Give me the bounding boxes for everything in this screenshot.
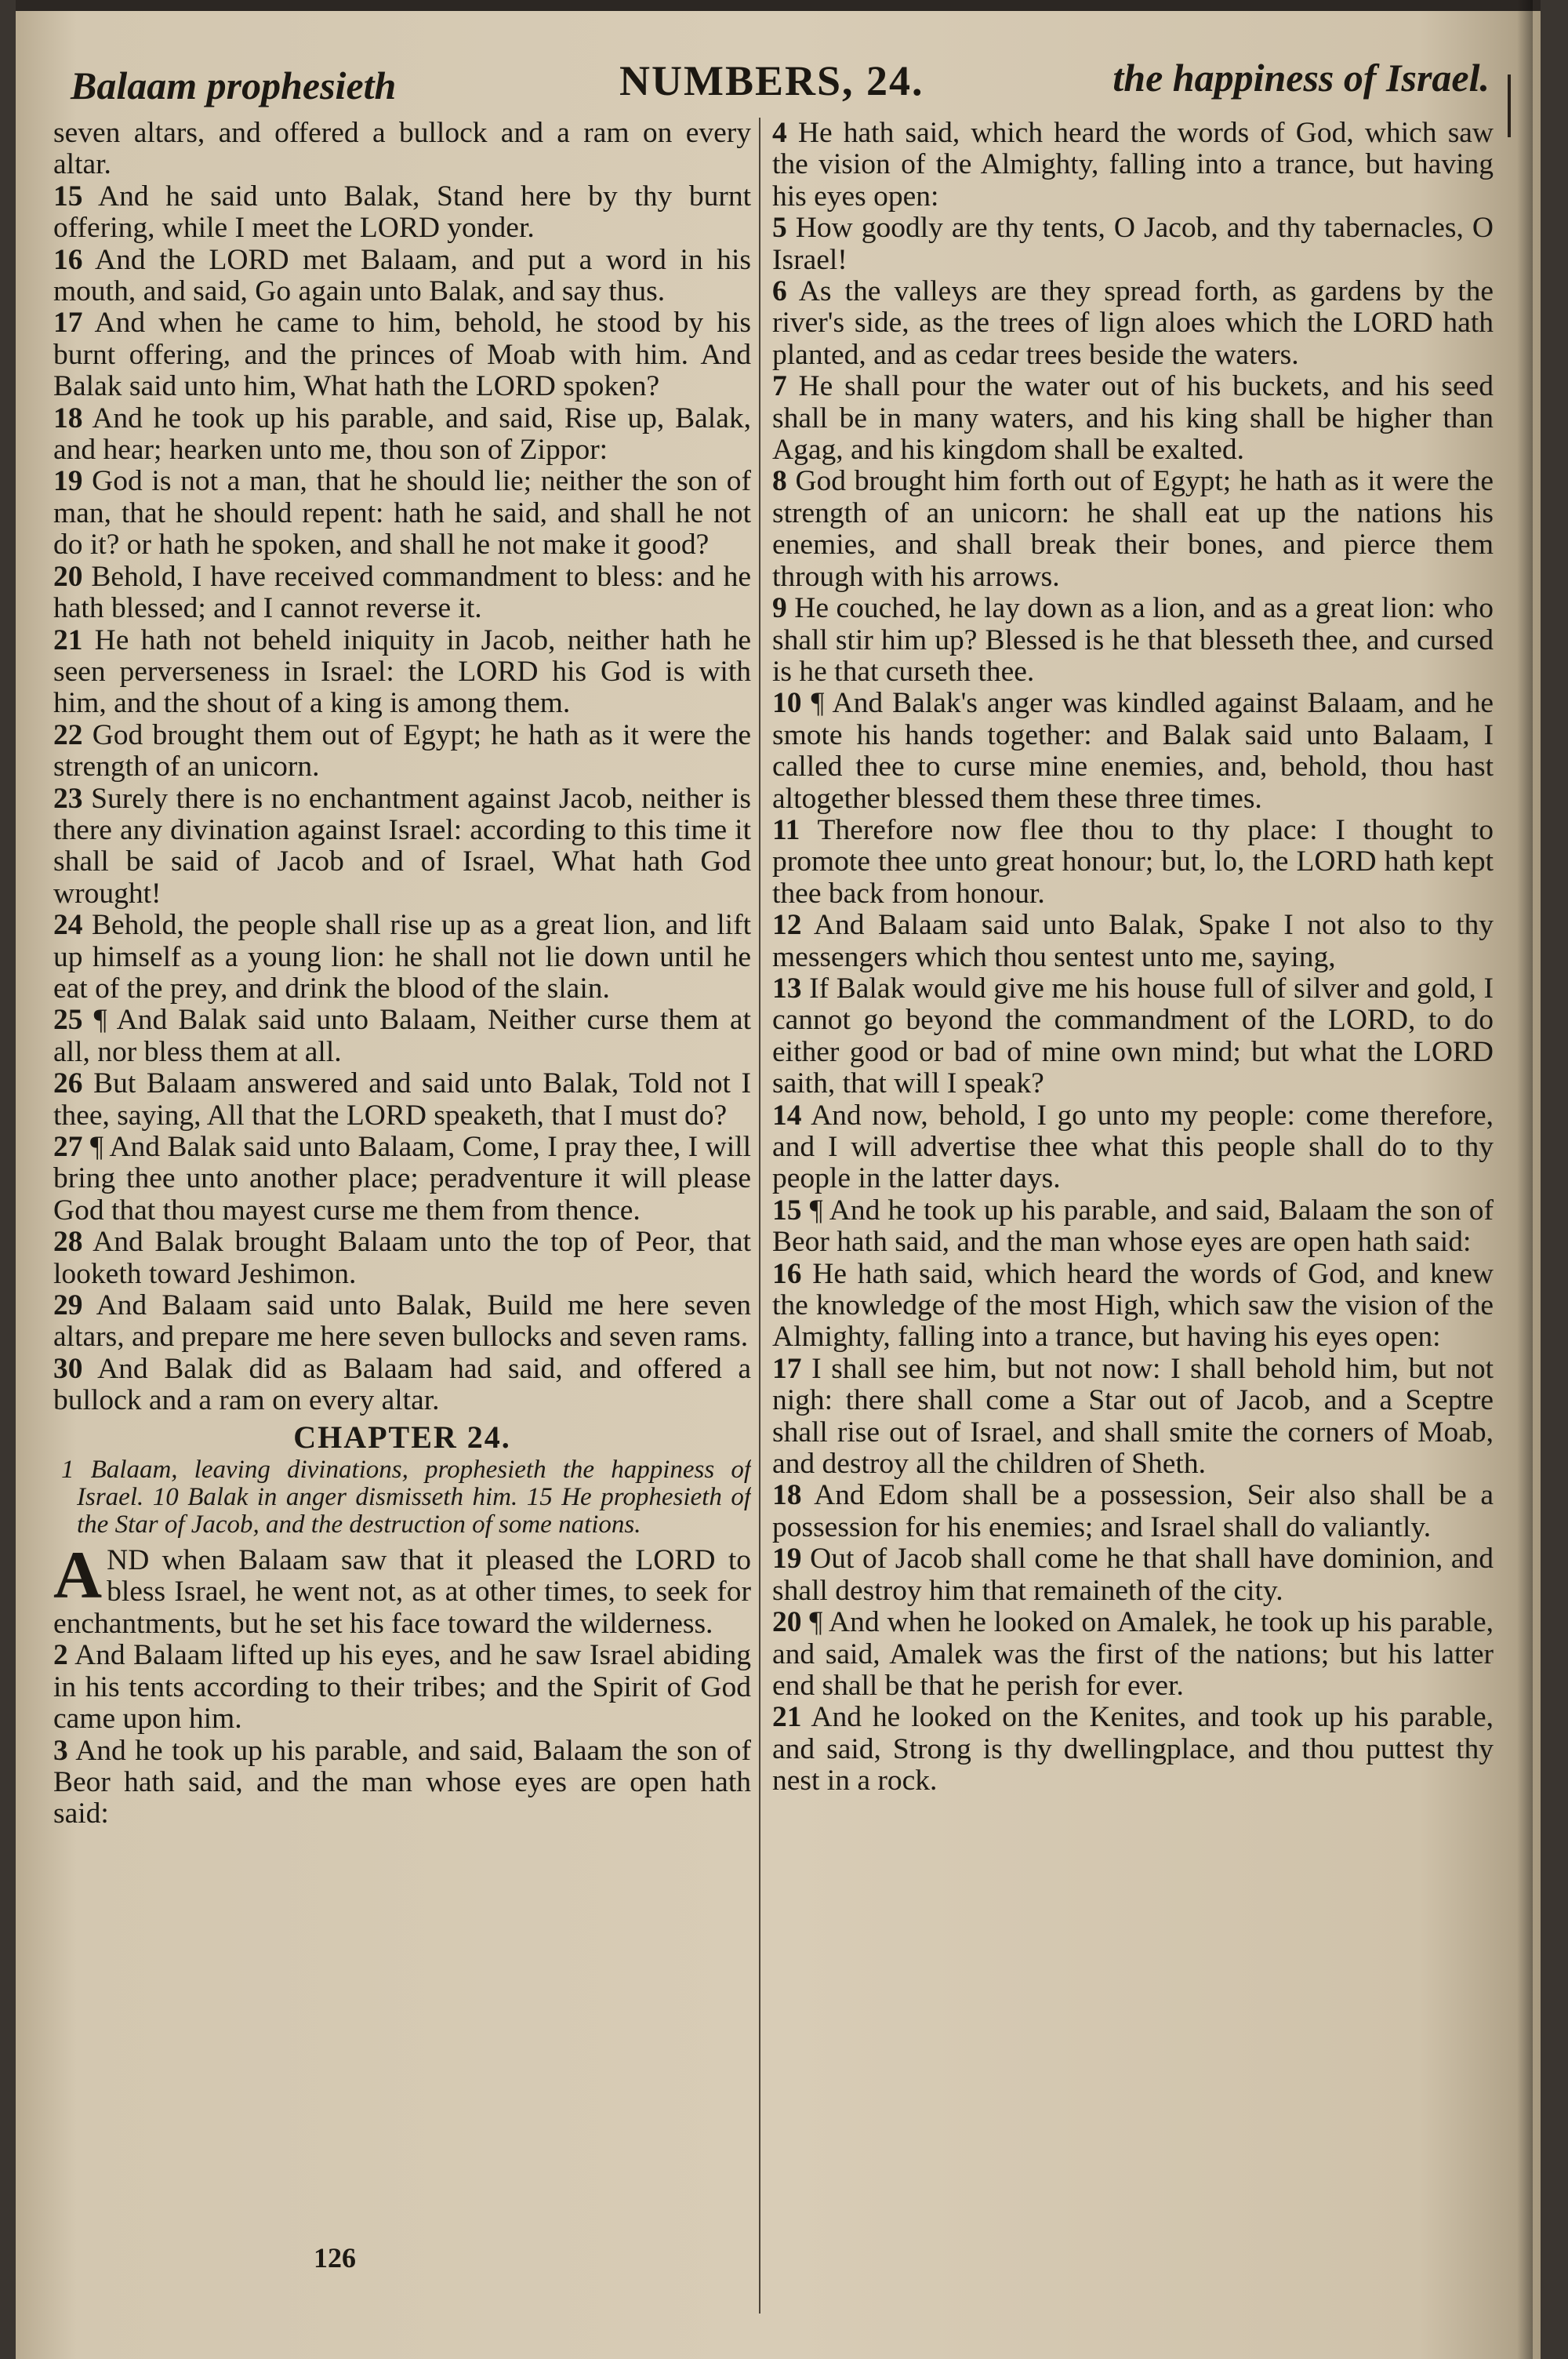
verse-number: 12 — [772, 909, 802, 942]
verse-number: 17 — [53, 307, 83, 340]
first-verse-text: ND when Balaam saw that it pleased the LORD to bless Israel, he went not, as at other times, to seek for enchantments, but he set his face toward the wilderness. — [53, 1544, 751, 1640]
header-left: Balaam prophesieth — [71, 64, 397, 107]
verse-text: Surely there is no enchantment against Jacob, neither is there any divination against Israel: according to this time it shall be said of Jacob and of Israel, What hath God wrought! — [53, 782, 751, 910]
verse — [53, 1132, 751, 1227]
verse — [53, 118, 751, 181]
verse-text: God brought them out of Egypt; he hath as it were the strength of an unicorn. — [53, 718, 751, 783]
verse-number: 22 — [53, 718, 83, 751]
header-right: the happiness of Israel. — [1112, 56, 1490, 100]
verse-number: 28 — [53, 1226, 83, 1259]
verse — [772, 276, 1494, 371]
verse-text: God is not a man, that he should lie; neither the son of man, that he should repent: hath he said, and shall he not do it? or hath he spoken, and shall he not make it good? — [53, 465, 751, 562]
verse-number: 18 — [53, 402, 83, 434]
verse — [772, 1259, 1494, 1354]
verse-number: 26 — [53, 1067, 83, 1100]
verse-text: And Balaam said unto Balak, Build me here seven altars, and prepare me here seven bullocks and seven rams. — [53, 1289, 751, 1354]
right-verse-list — [772, 118, 1494, 1797]
verse-number: 4 — [772, 118, 787, 149]
verse-text: He shall pour the water out of his buckets, and his seed shall be in many waters, and his king shall be higher than Agag, and his kingdom shall be exalted. — [772, 370, 1494, 467]
left-column — [53, 118, 751, 2266]
verse — [53, 1354, 751, 1417]
verse-number: 20 — [772, 1606, 802, 1639]
verse-number: 3 — [53, 1734, 68, 1767]
verse-text: And Balaam lifted up his eyes, and he saw Israel abiding in his tents according to their tribes; and the Spirit of God came upon him. — [53, 1639, 751, 1736]
verse-number: 15 — [53, 180, 83, 213]
verse — [772, 688, 1494, 815]
verse-text: ¶ And he took up his parable, and said, Balaam the son of Beor hath said, and the man whose eyes are open hath said: — [772, 1194, 1494, 1259]
chapter-first-verse — [53, 1537, 751, 1640]
verse-text: And Edom shall be a possession, Seir also shall be a possession for his enemies; and Israel shall do valiantly. — [772, 1479, 1494, 1543]
verse-text: He hath said, which heard the words of God, which saw the vision of the Almighty, falling into a trance, but having his eyes open: — [772, 118, 1494, 213]
verse-text: Therefore now flee thou to thy place: I thought to promote thee unto great honour; but, lo, the LORD hath kept thee back from honour. — [772, 813, 1494, 910]
chapter-summary: 1 Balaam, leaving divinations, prophesieth the happiness of Israel. 10 Balak in anger dismisseth him. 15 He prophesieth of the Star of Jacob, and the destruction of some nations. — [61, 1456, 751, 1539]
verse — [53, 720, 751, 783]
verse — [772, 1100, 1494, 1195]
verse-text: As the valleys are they spread forth, as gardens by the river's side, as the trees of lign aloes which the LORD hath planted, and as cedar trees beside the waters. — [772, 275, 1494, 371]
verse — [53, 1005, 751, 1068]
verse-text: And Balak brought Balaam unto the top of Peor, that looketh toward Jeshimon. — [53, 1226, 751, 1290]
verse-number: 30 — [53, 1352, 83, 1385]
verse — [53, 783, 751, 911]
verse-text: And now, behold, I go unto my people: come therefore, and I will advertise thee what this people shall do to thy people in the latter days. — [772, 1099, 1494, 1195]
ribbon-marker — [1508, 75, 1511, 137]
verse-number: 25 — [53, 1004, 83, 1037]
verse-number: 13 — [772, 972, 802, 1005]
verse-number: 27 — [53, 1131, 83, 1163]
running-header — [47, 31, 1490, 118]
verse-number: 11 — [772, 813, 800, 846]
verse — [53, 910, 751, 1005]
verse-number: 21 — [772, 1701, 802, 1734]
verse — [772, 1195, 1494, 1259]
header-center: NUMBERS, 24. — [619, 57, 924, 104]
verse-text: God brought him forth out of Egypt; he hath as it were the strength of an unicorn: he shall eat up the nations his enemies, and shall break their bones, and pierce them through with his arrows. — [772, 465, 1494, 593]
verse — [53, 625, 751, 720]
verse-text: And he looked on the Kenites, and took up his parable, and said, Strong is thy dwellingplace, and thou puttest thy nest in a rock. — [772, 1701, 1494, 1797]
left-verse-list-after — [53, 1640, 751, 1830]
verse — [772, 1702, 1494, 1797]
verse-number: 18 — [772, 1479, 802, 1512]
verse-number: 16 — [53, 243, 83, 276]
verse — [53, 403, 751, 467]
bible-page — [16, 0, 1541, 2359]
verse-text: ¶ And Balak's anger was kindled against Balaam, and he smote his hands together: and Balak said unto Balaam, I called thee to curse mine enemies, and, behold, thou hast altogether blessed them these three times. — [772, 687, 1494, 815]
verse-text: seven altars, and offered a bullock and a ram on every altar. — [53, 118, 751, 181]
verse-number: 21 — [53, 623, 83, 656]
verse-text: But Balaam answered and said unto Balak, Told not I thee, saying, All that the LORD speaketh, that I must do? — [53, 1067, 751, 1132]
verse — [53, 1068, 751, 1132]
verse-number: 20 — [53, 560, 83, 593]
chapter-title: CHAPTER 24. — [293, 1419, 511, 1455]
verse-text: How goodly are thy tents, O Jacob, and thy tabernacles, O Israel! — [772, 212, 1494, 276]
verse — [772, 593, 1494, 688]
verse — [53, 1227, 751, 1290]
verse-text: He couched, he lay down as a lion, and as a great lion: who shall stir him up? Blessed is he that blesseth thee, and cursed is he that curseth thee. — [772, 592, 1494, 688]
verse — [772, 1354, 1494, 1481]
verse-text: He hath said, which heard the words of God, and knew the knowledge of the most High, which saw the vision of the Almighty, falling into a trance, but having his eyes open: — [772, 1257, 1494, 1354]
verse-text: Behold, the people shall rise up as a great lion, and lift up himself as a young lion: he shall not lie down until he eat of the prey, and drink the blood of the slain. — [53, 909, 751, 1005]
page-spine-shadow — [1517, 0, 1533, 2359]
verse-number: 29 — [53, 1289, 83, 1322]
left-verse-list — [53, 118, 751, 1417]
verse — [772, 466, 1494, 593]
verse-text: If Balak would give me his house full of silver and gold, I cannot go beyond the commandment of the LORD, to do either good or bad of mine own mind; but what the LORD saith, that will I speak? — [772, 972, 1494, 1100]
verse-number: 16 — [772, 1257, 802, 1290]
verse-number: 7 — [772, 370, 787, 403]
verse — [772, 973, 1494, 1100]
verse-text: And Balaam said unto Balak, Spake I not also to thy messengers which thou sentest unto me, saying, — [772, 909, 1494, 973]
verse-text: And the LORD met Balaam, and put a word in his mouth, and said, Go again unto Balak, and say thus. — [53, 243, 751, 308]
verse — [772, 815, 1494, 910]
page-top-edge — [16, 0, 1541, 11]
verse-text: ¶ And Balak said unto Balaam, Neither curse them at all, nor bless them at all. — [53, 1004, 751, 1068]
verse-number: 6 — [772, 275, 787, 308]
verse — [53, 1736, 751, 1830]
verse — [772, 118, 1494, 213]
column-rule — [759, 118, 760, 2314]
verse-number: 19 — [53, 465, 83, 498]
verse — [53, 1640, 751, 1735]
verse-number: 19 — [772, 1543, 802, 1576]
verse-number: 2 — [53, 1639, 68, 1672]
verse-text: And he took up his parable, and said, Balaam the son of Beor hath said, and the man whose eyes are open hath said: — [53, 1734, 751, 1830]
page-number: 126 — [314, 2242, 356, 2274]
verse-number: 5 — [772, 212, 787, 245]
verse-text: And he took up his parable, and said, Rise up, Balak, and hear; hearken unto me, thou son of Zippor: — [53, 402, 751, 467]
verse-number: 10 — [772, 687, 802, 720]
verse-number: 9 — [772, 592, 787, 625]
verse-text: And when he came to him, behold, he stood by his burnt offering, and the princes of Moab with him. And Balak said unto him, What hath the LORD spoken? — [53, 307, 751, 403]
drop-cap: A — [53, 1537, 103, 1613]
verse — [53, 562, 751, 625]
verse — [53, 307, 751, 402]
verse — [772, 213, 1494, 276]
verse-number: 14 — [772, 1099, 802, 1132]
verse-text: I shall see him, but not now: I shall behold him, but not nigh: there shall come a Star out of Jacob, and a Sceptre shall rise out of Israel, and shall smite the corners of Moab, and destroy all the children of Sheth. — [772, 1352, 1494, 1481]
verse-text: ¶ And when he looked on Amalek, he took up his parable, and said, Amalek was the first of the nations; but his latter end shall be that he perish for ever. — [772, 1606, 1494, 1702]
verse-number: 15 — [772, 1194, 802, 1227]
verse-number: 23 — [53, 782, 83, 815]
verse-text: And he said unto Balak, Stand here by thy burnt offering, while I meet the LORD yonder. — [53, 180, 751, 245]
verse — [772, 1607, 1494, 1702]
verse — [53, 181, 751, 245]
verse-number: 24 — [53, 909, 83, 942]
verse — [772, 371, 1494, 466]
right-column — [772, 118, 1494, 2266]
verse — [53, 466, 751, 561]
verse — [772, 1480, 1494, 1543]
verse — [53, 245, 751, 308]
verse-text: He hath not beheld iniquity in Jacob, neither hath he seen perverseness in Israel: the LORD his God is with him, and the shout of a king is among them. — [53, 623, 751, 720]
verse-text: Out of Jacob shall come he that shall have dominion, and shall destroy him that remaineth of the city. — [772, 1543, 1494, 1607]
verse-number: 8 — [772, 465, 787, 498]
verse — [772, 1543, 1494, 1607]
verse-number: 17 — [772, 1352, 802, 1385]
verse — [53, 1290, 751, 1354]
verse-text: ¶ And Balak said unto Balaam, Come, I pray thee, I will bring thee unto another place; peradventure it will please God that thou mayest curse me them from thence. — [53, 1131, 751, 1227]
verse — [772, 910, 1494, 973]
verse-text: Behold, I have received commandment to bless: and he hath blessed; and I cannot reverse it. — [53, 560, 751, 625]
verse-text: And Balak did as Balaam had said, and offered a bullock and a ram on every altar. — [53, 1352, 751, 1417]
